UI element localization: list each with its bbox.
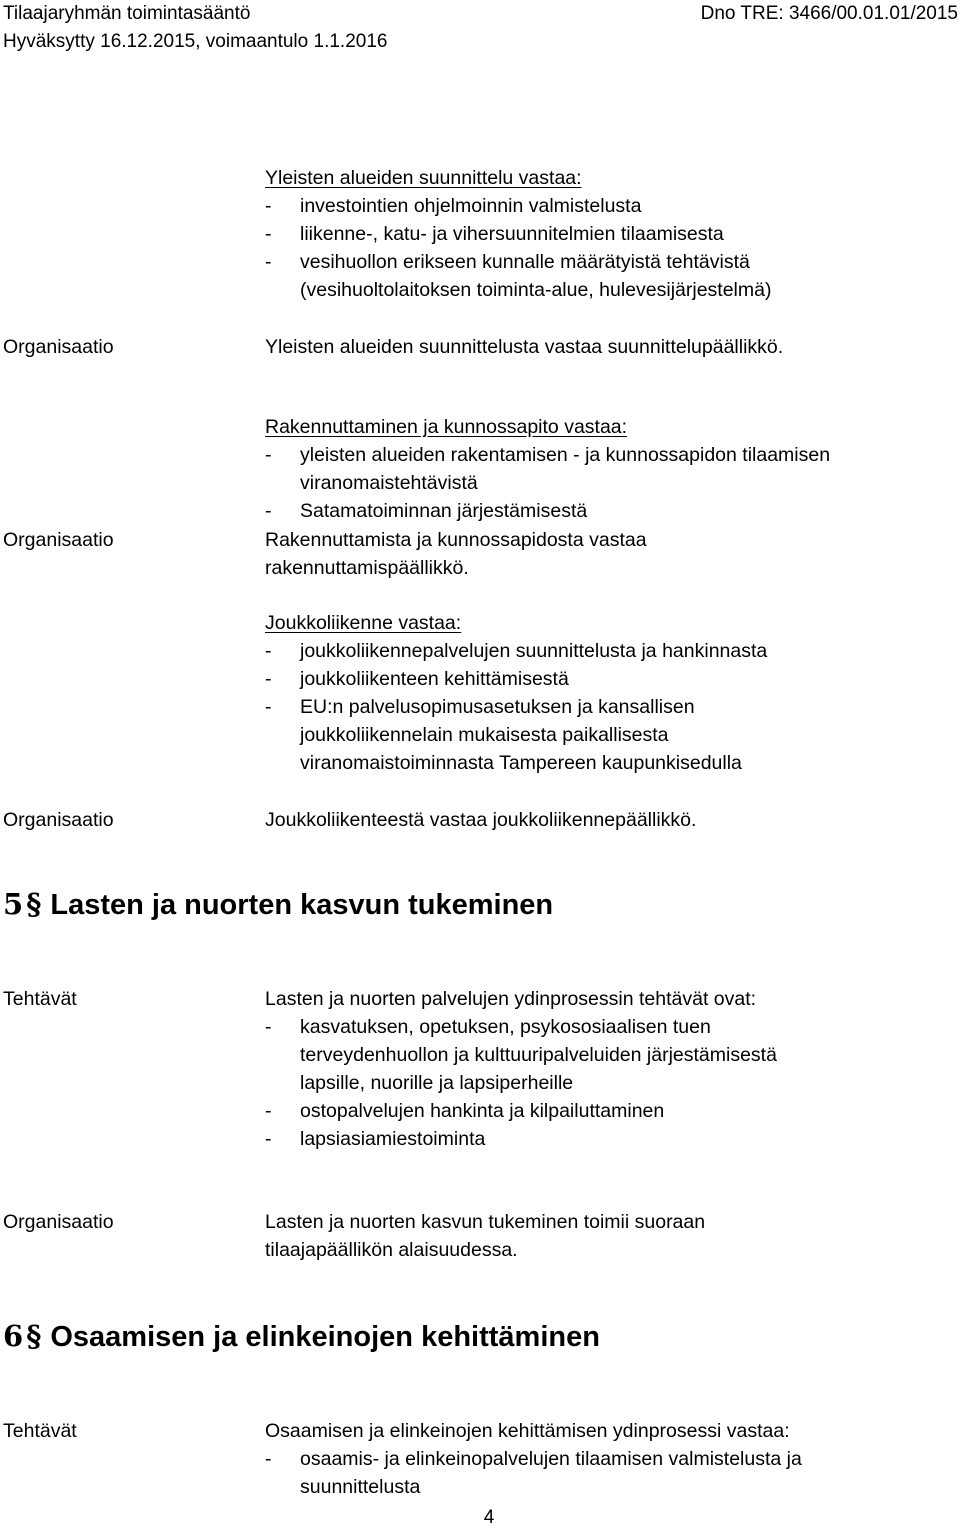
block1-item: - vesihuollon erikseen kunnalle määrätyistä tehtävistä [265,248,771,276]
block1-org-text: Yleisten alueiden suunnittelusta vastaa suunnittelupäällikkö. [265,336,784,358]
block2-org-line: Rakennuttamista ja kunnossapidosta vastaa [265,529,647,551]
block3-section [265,609,767,777]
block1-org-label: Organisaatio [3,336,114,358]
section6-task-continuation: suunnittelusta [300,1476,421,1498]
section5-heading [3,887,553,922]
block1-item: - liikenne-, katu- ja vihersuunnitelmien tilaamisesta [265,220,771,248]
block3-item-continuation: viranomaistoiminnasta Tampereen kaupunkisedulla [300,752,742,774]
block2-item-continuation: viranomaistehtävistä [300,472,478,494]
block2-org-line: rakennuttamispäällikkö. [265,557,469,579]
section5-task-item: - ostopalvelujen hankinta ja kilpailuttaminen [265,1097,777,1125]
section6-tasks [265,1417,802,1501]
section6-heading [3,1319,600,1354]
section5-org-line: tilaajapäällikön alaisuudessa. [265,1239,518,1261]
section5-tasks-label: Tehtävät [3,988,77,1010]
section5-org-label: Organisaatio [3,1211,114,1233]
section5-task-continuation: lapsille, nuorille ja lapsiperheille [300,1072,574,1094]
document-title: Tilaajaryhmän toimintasääntö [3,3,251,24]
block2-item: - Satamatoiminnan järjestämisestä [265,497,830,525]
block3-item: - EU:n palvelusopimusasetuksen ja kansallisen [265,693,767,721]
section5-tasks [265,985,777,1153]
section5-task-continuation: terveydenhuollon ja kulttuuripalveluiden järjestämisestä [300,1044,777,1066]
block2-org-label: Organisaatio [3,529,114,551]
page-number: 4 [483,1507,495,1528]
document-number: Dno TRE: 3466/00.01.01/2015 [700,3,958,24]
block1-section [265,164,771,304]
section6-tasks-label: Tehtävät [3,1420,77,1442]
approval-date: Hyväksytty 16.12.2015, voimaantulo 1.1.2016 [3,31,388,52]
section-sign: § [26,887,42,921]
block3-item: - joukkoliikenteen kehittämisestä [265,665,767,693]
section5-org-text [265,1208,705,1264]
block1-item: - investointien ohjelmoinnin valmistelusta [265,192,771,220]
block2-org-text [265,526,647,582]
section5-title: Lasten ja nuorten kasvun tukeminen [50,889,554,921]
block2-section [265,413,830,525]
section5-task-item: - kasvatuksen, opetuksen, psykososiaalisen tuen [265,1013,777,1041]
block1-heading: Yleisten alueiden suunnittelu vastaa: [265,167,582,189]
section6-task-item: - osaamis- ja elinkeinopalvelujen tilaamisen valmistelusta ja [265,1445,802,1473]
block2-heading: Rakennuttaminen ja kunnossapito vastaa: [265,416,628,438]
block3-org-text: Joukkoliikenteestä vastaa joukkoliikennepäällikkö. [265,809,697,831]
block3-heading: Joukkoliikenne vastaa: [265,612,462,634]
section5-tasks-intro: Lasten ja nuorten palvelujen ydinprosessin tehtävät ovat: [265,988,757,1010]
block3-org-label: Organisaatio [3,809,114,831]
block2-item: - yleisten alueiden rakentamisen - ja kunnossapidon tilaamisen [265,441,830,469]
section5-org-line: Lasten ja nuorten kasvun tukeminen toimii suoraan [265,1211,706,1233]
section5-number: 5 [3,887,24,921]
block1-item-continuation: (vesihuoltolaitoksen toiminta-alue, hulevesijärjestelmä) [300,279,772,301]
section6-tasks-intro: Osaamisen ja elinkeinojen kehittämisen ydinprosessi vastaa: [265,1420,790,1442]
section6-number: 6 [3,1319,24,1353]
section5-task-item: - lapsiasiamiestoiminta [265,1125,777,1153]
section6-title: Osaamisen ja elinkeinojen kehittäminen [50,1321,600,1353]
block3-item: - joukkoliikennepalvelujen suunnittelusta ja hankinnasta [265,637,767,665]
section-sign: § [26,1319,42,1353]
block3-item-continuation: joukkoliikennelain mukaisesta paikallisesta [300,724,669,746]
